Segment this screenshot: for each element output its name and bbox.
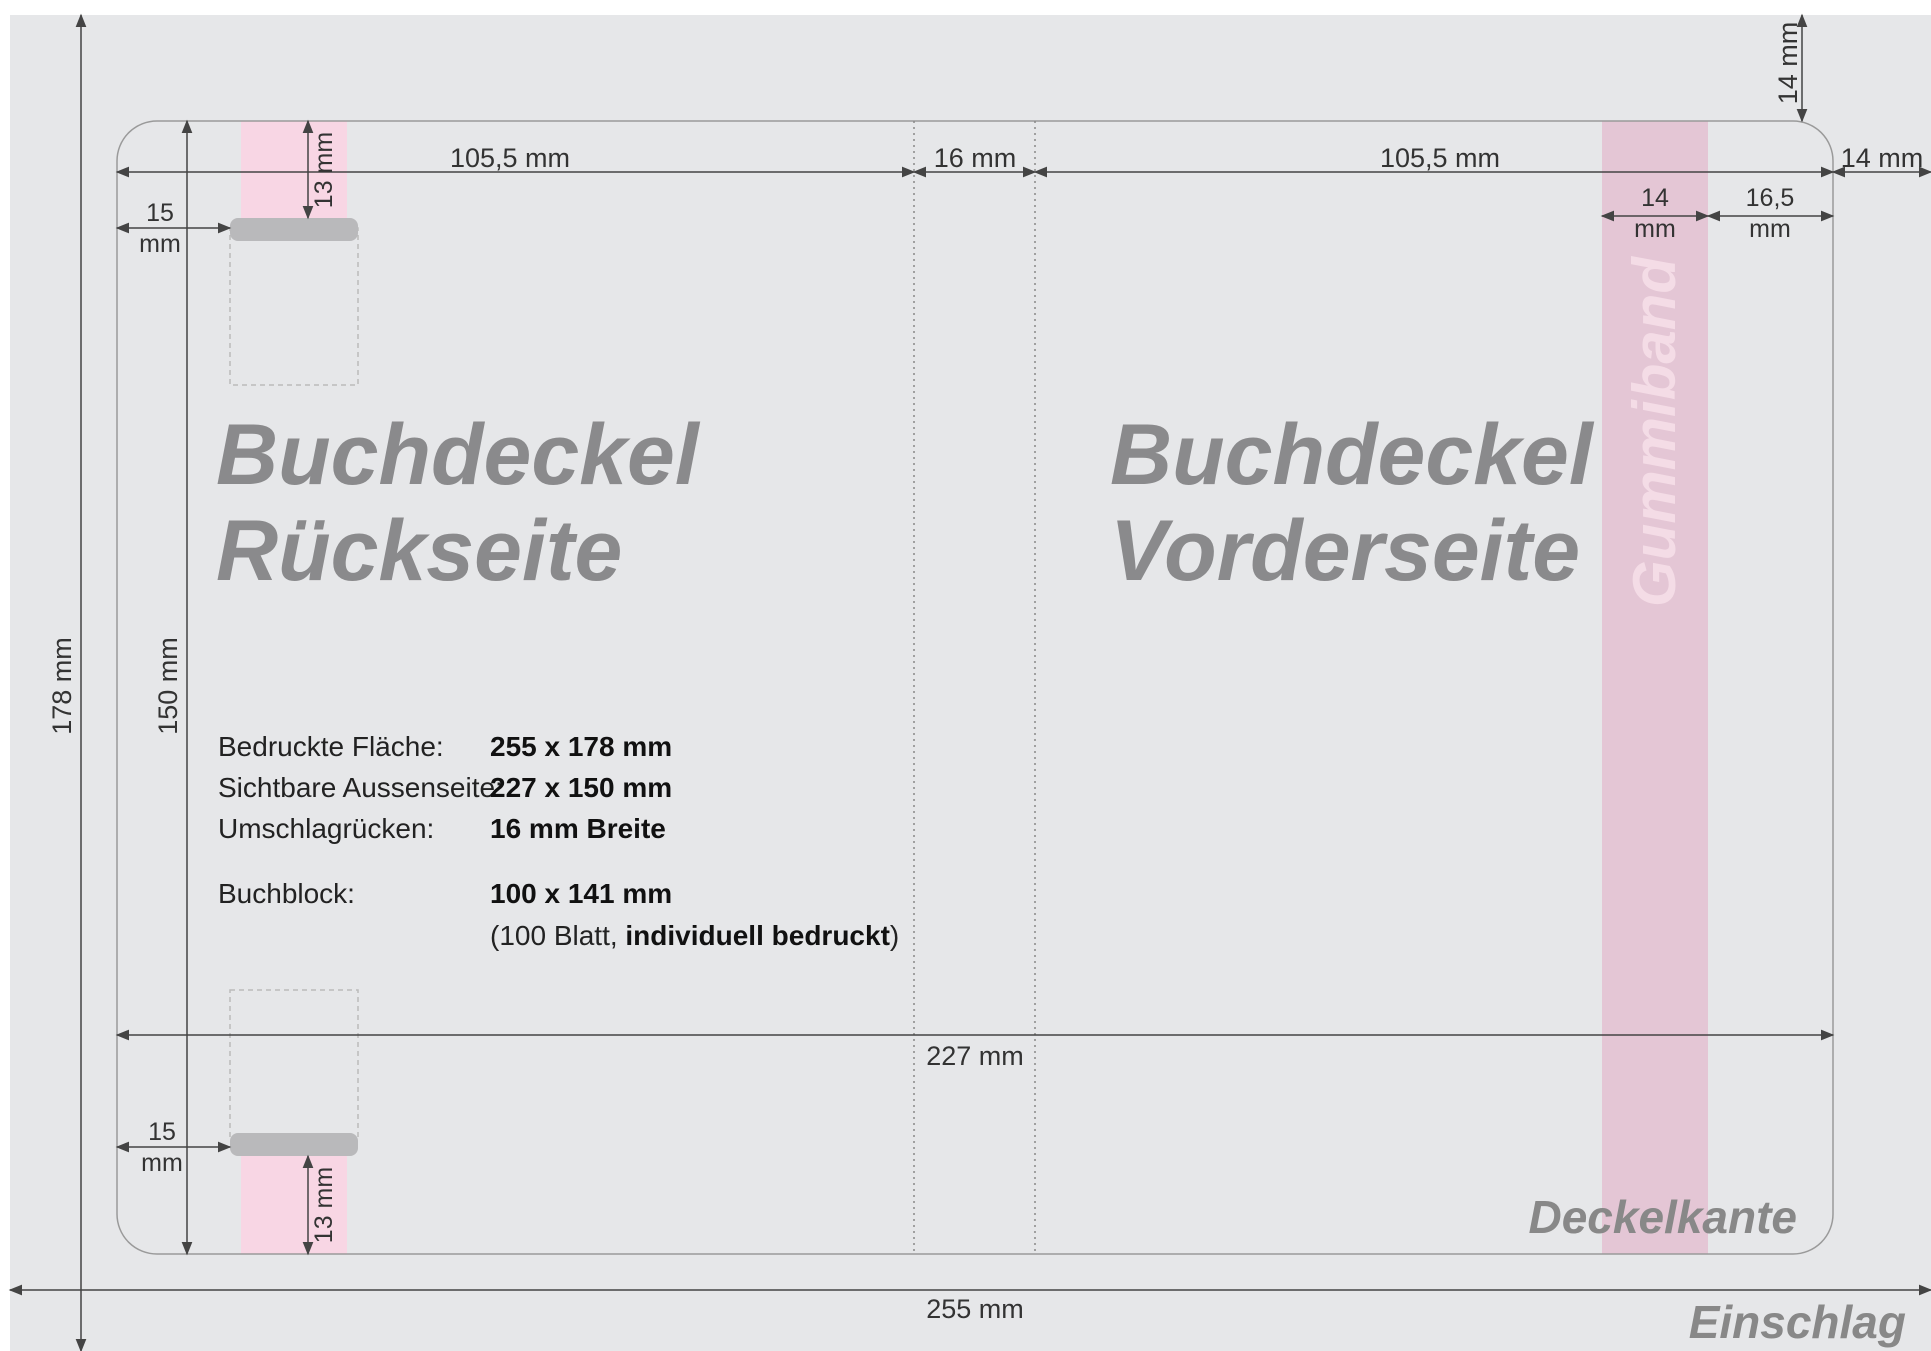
back-width-label: 105,5 mm <box>449 143 571 173</box>
info-spine-label: Umschlagrücken: <box>218 813 435 844</box>
top-overhang-label: 14 mm <box>1773 21 1803 105</box>
front-cover-title-line1: Buchdeckel <box>1110 407 1593 503</box>
info-bookblock-value: 100 x 141 mm <box>490 878 673 909</box>
total-width-label: 255 mm <box>926 1294 1024 1324</box>
top-clip-bar <box>230 218 358 241</box>
band-width-num: 14 <box>1641 184 1669 212</box>
clip-bottom-offset-unit: mm <box>141 1149 183 1177</box>
band-offset-unit: mm <box>1749 215 1791 243</box>
band-offset-num: 16,5 <box>1745 184 1795 212</box>
info-note-suffix: ) <box>889 920 900 951</box>
info-spine-value: 16 mm Breite <box>490 813 666 844</box>
info-printed-area-label: Bedruckte Fläche: <box>218 731 444 762</box>
bottom-clip-bar <box>230 1133 358 1156</box>
clip-bottom-offset-num: 15 <box>148 1118 176 1146</box>
front-width-label: 105,5 mm <box>1379 143 1501 173</box>
clip-top-height-label: 13 mm <box>310 131 338 209</box>
einschlag-label: Einschlag <box>1688 1296 1906 1348</box>
inner-height-label: 150 mm <box>153 637 183 735</box>
clip-bottom-height-label: 13 mm <box>310 1166 338 1244</box>
info-bookblock-label: Buchblock: <box>218 878 355 909</box>
info-note-prefix: (100 Blatt, <box>490 920 626 951</box>
info-note-bold: individuell bedruckt <box>625 920 890 951</box>
gummiband-label: Gummiband <box>1621 256 1688 608</box>
band-width-unit: mm <box>1634 215 1676 243</box>
info-printed-area-value: 255 x 178 mm <box>490 731 673 762</box>
total-height-label: 178 mm <box>47 637 77 735</box>
spine-width-label: 16 mm <box>933 143 1017 173</box>
back-cover-title-line1: Buchdeckel <box>216 407 699 503</box>
right-overhang-label: 14 mm <box>1840 143 1924 173</box>
info-visible-outside-value: 227 x 150 mm <box>490 772 673 803</box>
front-cover-title-line2: Vorderseite <box>1110 503 1581 599</box>
clip-top-offset-num: 15 <box>146 199 174 227</box>
clip-top-offset-unit: mm <box>139 230 181 258</box>
inner-width-label: 227 mm <box>926 1041 1024 1071</box>
info-bookblock-note <box>490 920 899 951</box>
back-cover-title-line2: Rückseite <box>216 503 623 599</box>
deckelkante-label: Deckelkante <box>1528 1191 1797 1243</box>
info-visible-outside-label: Sichtbare Aussenseite: <box>218 772 503 803</box>
